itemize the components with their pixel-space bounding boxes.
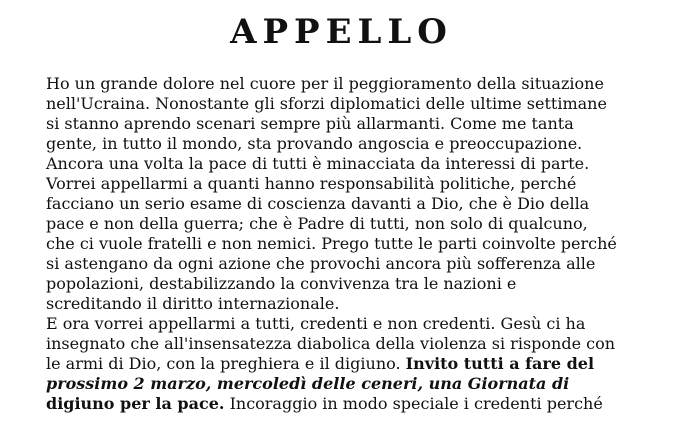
- text-line: popolazioni, destabilizzando la convivenza tra le nazioni e: [46, 274, 517, 293]
- text-line: Vorrei appellarmi a quanti hanno responsabilità politiche, perché: [46, 174, 577, 193]
- text-line: gente, in tutto il mondo, sta provando angoscia e preoccupazione.: [46, 134, 583, 153]
- text-line-with-invitation: [46, 354, 652, 374]
- appeal-text: [46, 74, 652, 414]
- fasting-for-peace-text: digiuno per la pace.: [46, 394, 225, 413]
- text-fragment: le armi di Dio, con la preghiera e il digiuno.: [46, 354, 401, 373]
- text-line: si astengano da ogni azione che provochi ancora più sofferenza alle: [46, 254, 596, 273]
- text-line: insegnato che all'insensatezza diabolica della violenza si risponde con: [46, 334, 616, 353]
- text-line: nell'Ucraina. Nonostante gli sforzi diplomatici delle ultime settimane: [46, 94, 607, 113]
- text-fragment: Incoraggio in modo speciale i credenti perché: [229, 394, 603, 413]
- text-line: E ora vorrei appellarmi a tutti, credenti e non credenti. Gesù ci ha: [46, 314, 586, 333]
- text-line: Ho un grande dolore nel cuore per il peggioramento della situazione: [46, 74, 604, 93]
- fasting-day-line: prossimo 2 marzo, mercoledì delle ceneri, una Giornata di: [46, 374, 570, 393]
- text-line: pace e non della guerra; che è Padre di tutti, non solo di qualcuno,: [46, 214, 588, 233]
- invitation-text: Invito tutti a fare del: [405, 354, 595, 373]
- text-line: screditando il diritto internazionale.: [46, 294, 340, 313]
- document-title: APPELLO: [230, 12, 453, 52]
- text-line: Ancora una volta la pace di tutti è minacciata da interessi di parte.: [46, 154, 590, 173]
- text-line-clipped: [46, 394, 652, 414]
- text-line: che ci vuole fratelli e non nemici. Prego tutte le parti coinvolte perché: [46, 234, 617, 253]
- text-line: si stanno aprendo scenari sempre più allarmanti. Come me tanta: [46, 114, 574, 133]
- text-line: facciano un serio esame di coscienza davanti a Dio, che è Dio della: [46, 194, 590, 213]
